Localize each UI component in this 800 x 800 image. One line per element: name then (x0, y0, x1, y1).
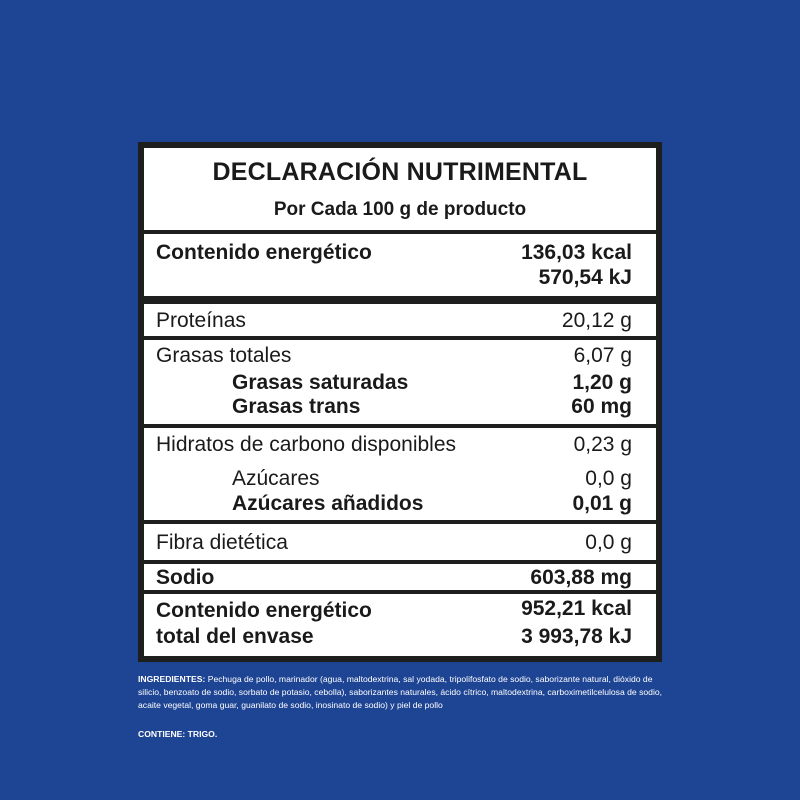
added-sugars-label: Azúcares añadidos (232, 492, 424, 515)
proteins-row (144, 304, 656, 336)
table-subtitle: Por Cada 100 g de producto (273, 199, 527, 220)
total-energy-section (144, 594, 656, 656)
carbs-value: 0,23 g (573, 433, 632, 456)
fiber-row (144, 524, 656, 560)
energy-kcal: 136,03 kcal (521, 241, 632, 264)
fiber-value: 0,0 g (585, 531, 632, 554)
total-energy-kcal: 952,21 kcal (521, 597, 632, 620)
energy-label: Contenido energético (156, 241, 372, 264)
sodium-row (144, 564, 656, 590)
total-energy-label-line1: Contenido energético (156, 599, 372, 622)
saturated-fats-value: 1,20 g (572, 371, 632, 394)
trans-fats-value: 60 mg (571, 395, 632, 418)
saturated-fats-label: Grasas saturadas (232, 371, 409, 394)
fats-value: 6,07 g (573, 344, 632, 367)
carbs-label: Hidratos de carbono disponibles (156, 433, 457, 456)
allergen-statement: CONTIENE: TRIGO. (138, 729, 218, 739)
proteins-value: 20,12 g (561, 309, 632, 332)
proteins-label: Proteínas (156, 309, 246, 332)
energy-kj: 570,54 kJ (538, 266, 632, 289)
table-header (144, 148, 656, 230)
total-energy-label-line2: total del envase (156, 625, 314, 648)
table-title: DECLARACIÓN NUTRIMENTAL (212, 158, 588, 186)
ingredients-label: INGREDIENTES: (138, 674, 206, 684)
added-sugars-value: 0,01 g (572, 492, 632, 515)
ingredients-list: Pechuga de pollo, marinador (agua, maltodextrina, sal yodada, tripolifosfato de sodio, saborizante natural, dióxido de silicio, benzoato de sodio, sorbato de potasio, cebolla), saborizantes naturales, ácido cítrico, maltodextrina, carboximetilcelulosa de sodio, acaite vegetal, goma guar, guanilato de sodio, inosinato de sodio) y piel de pollo (138, 674, 663, 710)
fiber-label: Fibra dietética (156, 531, 288, 554)
sodium-value: 603,88 mg (530, 566, 632, 589)
sugars-label: Azúcares (232, 467, 320, 490)
sugars-value: 0,0 g (585, 467, 632, 490)
trans-fats-label: Grasas trans (232, 395, 361, 418)
nutrition-facts-table (138, 142, 662, 662)
sodium-label: Sodio (156, 566, 215, 589)
carbs-section (144, 428, 656, 520)
fats-section (144, 340, 656, 424)
energy-section (144, 234, 656, 296)
ingredients-text (138, 673, 678, 712)
total-energy-kj: 3 993,78 kJ (521, 625, 632, 648)
fats-label: Grasas totales (156, 344, 292, 367)
